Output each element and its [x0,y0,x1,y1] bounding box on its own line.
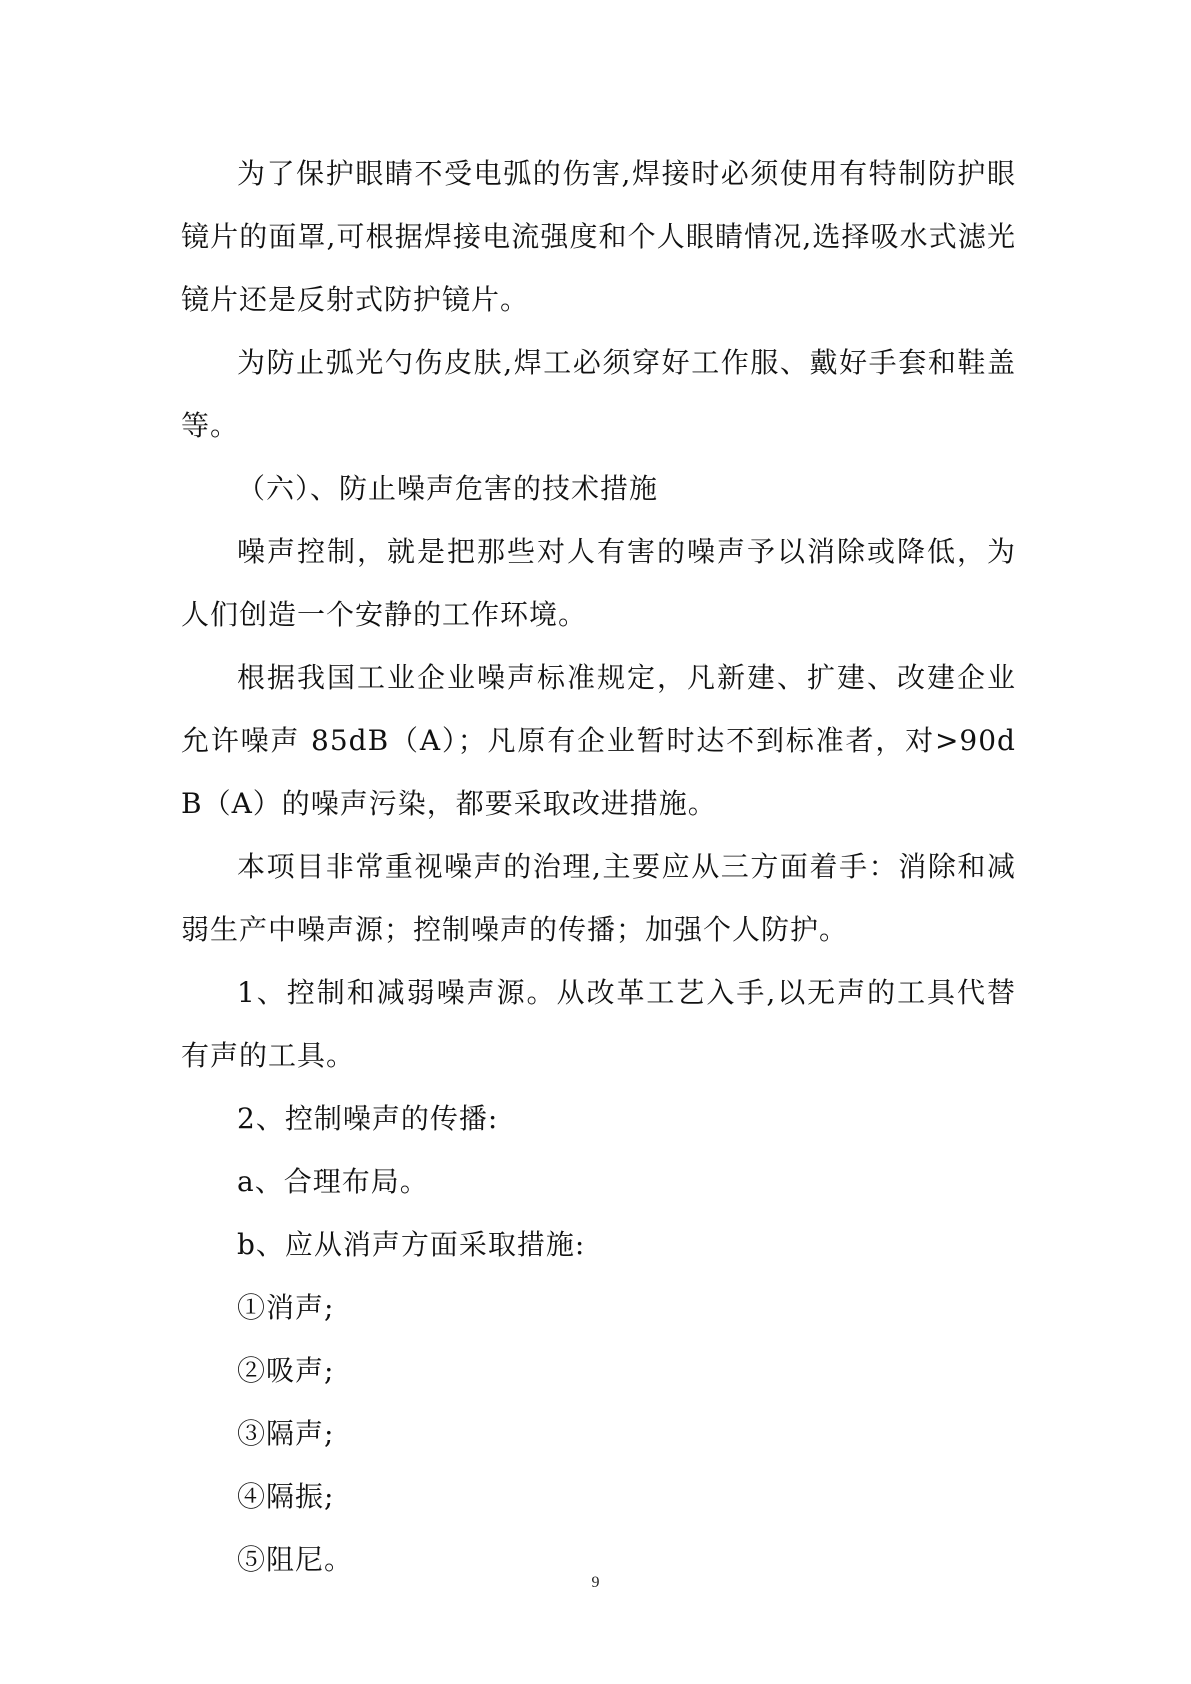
paragraph-eye-protection: 为了保护眼睛不受电弧的伤害,焊接时必须使用有特制防护眼镜片的面罩,可根据焊接电流强度和个人眼睛情况,选择吸水式滤光镜片还是反射式防护镜片。 [181,157,1016,316]
list-item-a: a、合理布局。 [237,1165,429,1198]
list-item-b: b、应从消声方面采取措施: [237,1228,586,1261]
list-item-2: 2、控制噪声的传播: [237,1102,499,1135]
list-item-circled-4: ④隔振; [237,1480,335,1513]
section-heading-noise: （六）、防止噪声危害的技术措施 [237,472,659,505]
paragraph-skin-protection: 为防止弧光勺伤皮肤,焊工必须穿好工作服、戴好手套和鞋盖等。 [181,346,1016,442]
paragraph-noise-control: 噪声控制，就是把那些对人有害的噪声予以消除或降低，为人们创造一个安静的工作环境。 [181,535,1016,631]
page-number: 9 [591,1574,600,1591]
list-item-circled-3: ③隔声; [237,1417,335,1450]
list-item-circled-1: ①消声; [237,1291,335,1324]
list-item-circled-5: ⑤阻尼。 [237,1543,354,1576]
list-item-1: 1、控制和减弱噪声源。从改革工艺入手,以无声的工具代替有声的工具。 [181,976,1016,1072]
body-text [181,142,1016,1591]
list-item-circled-2: ②吸声; [237,1354,335,1387]
paragraph-noise-standard: 根据我国工业企业噪声标准规定，凡新建、扩建、改建企业允许噪声 85dB（A）；凡原有企业暂时达不到标准者，对>90dB（A）的噪声污染，都要采取改进措施。 [181,661,1016,820]
paragraph-noise-treatment: 本项目非常重视噪声的治理,主要应从三方面着手：消除和减弱生产中噪声源；控制噪声的传播；加强个人防护。 [181,850,1016,946]
